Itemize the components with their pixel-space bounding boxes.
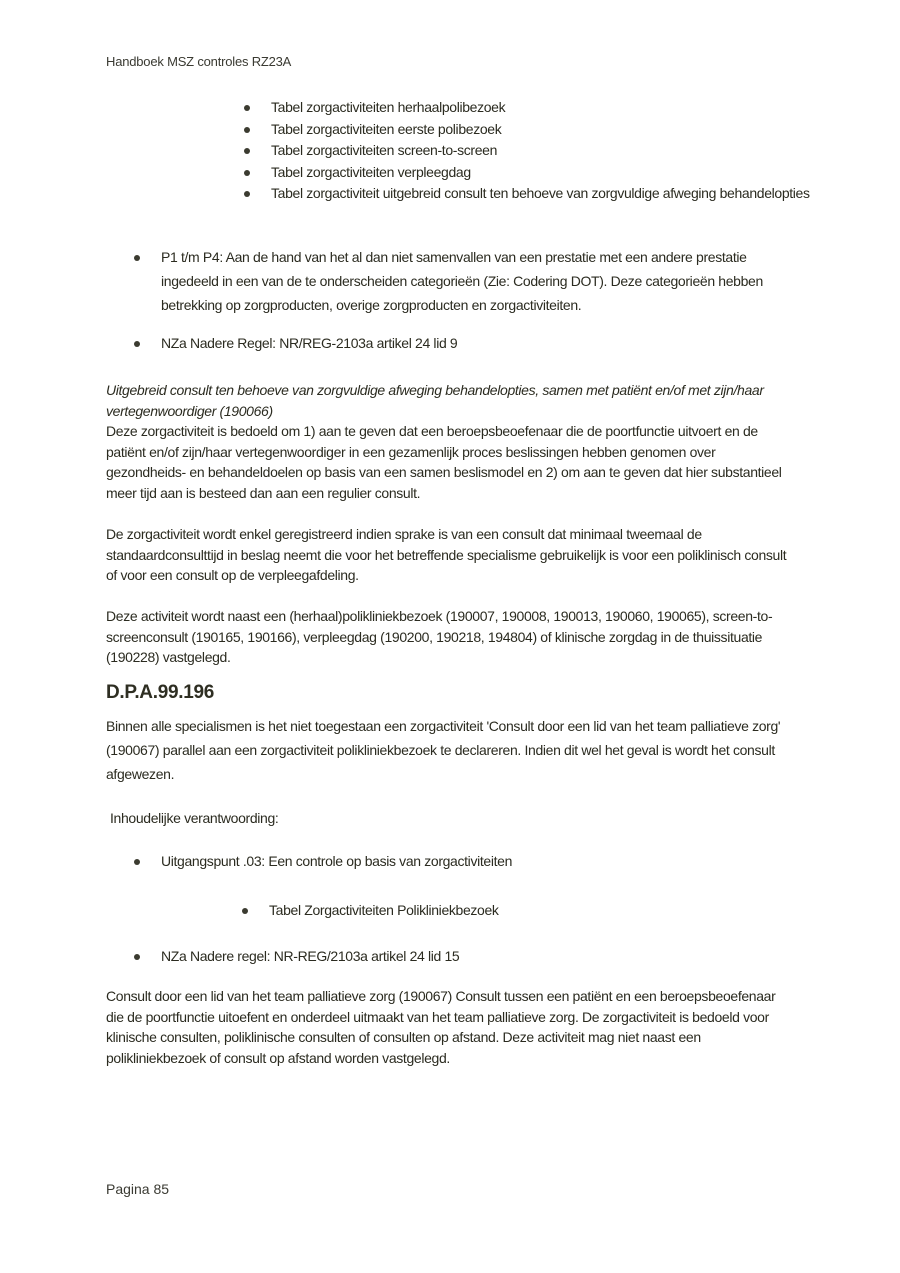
regulation-list (134, 331, 801, 355)
justification-label: Inhoudelijke verantwoording: (110, 810, 279, 826)
regulation-list-2 (134, 944, 801, 968)
list-item: Tabel zorgactiviteiten screen-to-screen (244, 140, 811, 162)
consult-paragraph-3: Deze activiteit wordt naast een (herhaal)polikliniekbezoek (190007, 190008, 190013, 190060, 190065), screen-to-screenconsult (190165, 190166), verpleegdag (190200, 190218, 194804) of klinische zorgdag in de thuissituatie (190228) vastgelegd. (106, 608, 773, 665)
list-item: Tabel zorgactiviteiten verpleegdag (244, 162, 811, 184)
list-item: Tabel zorgactiviteiten herhaalpolibezoek (244, 97, 811, 119)
justification-list (134, 849, 801, 873)
consult-title: Uitgebreid consult ten behoeve van zorgvuldige afweging behandelopties, samen met patiënt en/of met zijn/haar vertegenwoordiger (190066) (106, 382, 764, 419)
bullet-icon (134, 859, 140, 865)
bullet-icon (134, 954, 140, 960)
page-number: Pagina 85 (106, 1181, 170, 1197)
list-item: Tabel Zorgactiviteiten Polikliniekbezoek (242, 898, 900, 922)
rule-heading: D.P.A.99.196 (106, 682, 215, 703)
list-item: Tabel zorgactiviteiten eerste polibezoek (244, 119, 811, 141)
rule-description: Binnen alle specialismen is het niet toegestaan een zorgactiviteit 'Consult door een lid van het team palliatieve zorg' (190067) parallel aan een zorgactiviteit polikliniekbezoek te declareren. Indien dit wel het geval is wordt het consult afgewezen. (106, 718, 781, 782)
category-list (134, 245, 801, 317)
bullet-icon (244, 148, 250, 154)
closing-paragraph: Consult door een lid van het team palliatieve zorg (190067) Consult tussen een patiënt en een beroepsbeoefenaar die de poortfunctie uitoefent en onderdeel uitmaakt van het team palliatieve zorg. De zorgactiviteit is bedoeld voor klinische consulten, poliklinische consulten of consulten op afstand. Deze activiteit mag niet naast een polikliniekbezoek of consult op afstand worden vastgelegd. (106, 988, 776, 1066)
bullet-icon (244, 191, 250, 197)
running-header: Handboek MSZ controles RZ23A (106, 54, 292, 69)
list-item: Uitgangspunt .03: Een controle op basis van zorgactiviteiten (134, 849, 801, 873)
bullet-icon (244, 105, 250, 111)
bullet-icon (134, 255, 140, 261)
list-item: Tabel zorgactiviteit uitgebreid consult ten behoeve van zorgvuldige afweging behandelopties (244, 183, 811, 205)
bullet-icon (244, 170, 250, 176)
table-sublist (244, 97, 811, 205)
bullet-icon (244, 127, 250, 133)
list-item: P1 t/m P4: Aan de hand van het al dan niet samenvallen van een prestatie met een andere prestatie ingedeeld in een van de te onderscheiden categorieën (Zie: Codering DOT). Deze categorieën hebben betrekking op zorgproducten, overige zorgproducten en zorgactiviteiten. (134, 245, 801, 317)
consult-paragraph-1: Deze zorgactiviteit is bedoeld om 1) aan te geven dat een beroepsbeoefenaar die de poortfunctie uitvoert en de patiënt en/of zijn/haar vertegenwoordiger in een gezamenlijk proces beslissingen hebben genomen over gezondheids- en behandeldoelen op basis van een samen beslismodel en 2) om aan te geven dat hier substantieel meer tijd aan is besteed dan aan een regulier consult. (106, 423, 782, 501)
list-item: NZa Nadere regel: NR-REG/2103a artikel 24 lid 15 (134, 944, 801, 968)
list-item: NZa Nadere Regel: NR/REG-2103a artikel 24 lid 9 (134, 331, 801, 355)
justification-sublist (242, 898, 900, 922)
consult-paragraph-2: De zorgactiviteit wordt enkel geregistreerd indien sprake is van een consult dat minimaal tweemaal de standaardconsulttijd in beslag neemt die voor het betreffende specialisme gebruikelijk is voor een poliklinisch consult of voor een consult op de verpleegafdeling. (106, 526, 787, 583)
bullet-icon (134, 341, 140, 347)
bullet-icon (242, 908, 248, 914)
